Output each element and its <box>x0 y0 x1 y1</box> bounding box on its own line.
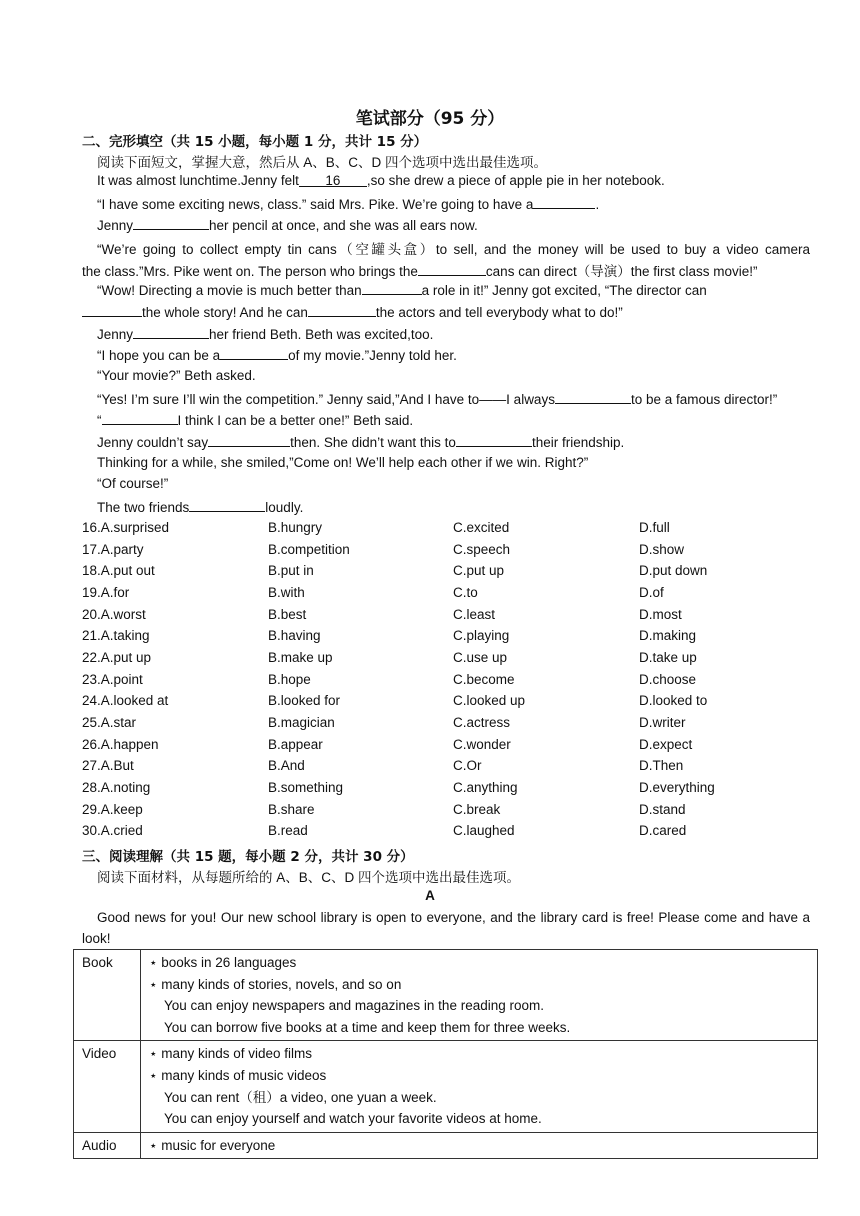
option-row <box>82 650 810 671</box>
answer-blank <box>308 303 376 317</box>
option-c: C.least <box>453 606 496 622</box>
passage-line: Jenny her pencil at once, and she was all ears now. <box>97 218 478 233</box>
option-b: B.something <box>268 779 344 795</box>
passage-line: “I hope you can be a of my movie.”Jenny told her. <box>97 348 457 363</box>
option-a: 17.A.party <box>82 541 144 557</box>
intro-line: look! <box>82 931 111 946</box>
option-row <box>82 758 810 779</box>
table-row <box>74 1132 818 1159</box>
option-row <box>82 802 810 823</box>
answer-blank <box>418 262 486 276</box>
option-c: C.looked up <box>453 693 526 709</box>
option-a: 28.A.noting <box>82 779 151 795</box>
option-b: B.appear <box>268 736 323 752</box>
answer-blank <box>133 325 209 339</box>
row-label-audio: Audio <box>74 1132 141 1159</box>
row-label-video: Video <box>74 1041 141 1132</box>
option-c: C.actress <box>453 714 511 730</box>
option-a: 18.A.put out <box>82 563 155 579</box>
option-a: 23.A.point <box>82 671 143 687</box>
detail-line: You can enjoy newspapers and magazines in the reading room. <box>164 998 544 1014</box>
option-row <box>82 563 810 584</box>
answer-blank <box>220 346 288 360</box>
option-c: C.become <box>453 671 515 687</box>
bullet-item: ⋆ many kinds of stories, novels, and so on <box>149 976 402 992</box>
option-d: D.show <box>639 541 685 557</box>
answer-blank <box>362 281 422 295</box>
passage-line: “ I think I can be a better one!” Beth said. <box>97 413 414 428</box>
option-row <box>82 628 810 649</box>
option-c: C.laughed <box>453 823 515 839</box>
option-b: B.read <box>268 823 308 839</box>
passage-line: Jenny couldn’t say then. She didn’t want this to their friendship. <box>97 435 625 450</box>
answer-blank <box>102 411 178 425</box>
option-a: 21.A.taking <box>82 628 150 644</box>
option-row <box>82 737 810 758</box>
option-row <box>82 780 810 801</box>
option-d: D.making <box>639 628 697 644</box>
option-d: D.looked to <box>639 693 708 709</box>
option-a: 20.A.worst <box>82 606 146 622</box>
passage-line: Thinking for a while, she smiled,”Come on! We’ll help each other if we win. Right?” <box>97 455 589 470</box>
answer-blank: 16 <box>299 173 367 187</box>
option-c: C.playing <box>453 628 510 644</box>
answer-blank <box>208 433 290 447</box>
table-row <box>74 950 818 1041</box>
option-a: 25.A.star <box>82 714 137 730</box>
row-content <box>141 1132 818 1159</box>
option-row <box>82 672 810 693</box>
option-c: C.break <box>453 801 501 817</box>
option-d: D.choose <box>639 671 697 687</box>
option-c: C.speech <box>453 541 511 557</box>
table-row <box>74 1041 818 1132</box>
intro-line: Good news for you! Our new school library is open to everyone, and the library card is free! Please come and have a <box>97 910 810 925</box>
page-title: 笔试部分（95 分） <box>355 109 505 129</box>
option-row <box>82 585 810 606</box>
option-d: D.of <box>639 585 664 600</box>
option-c: C.to <box>453 585 478 600</box>
option-b: B.And <box>268 758 305 774</box>
row-content <box>141 1041 818 1132</box>
option-row <box>82 607 810 628</box>
option-d: D.Then <box>639 758 684 774</box>
option-c: C.put up <box>453 563 505 579</box>
answer-blank <box>456 433 532 447</box>
passage-line: Jenny her friend Beth. Beth was excited,too. <box>97 327 434 342</box>
option-b: B.having <box>268 628 321 644</box>
option-a: 19.A.for <box>82 585 130 600</box>
section3-heading: 三、阅读理解（共 15 题，每小题 2 分，共计 30 分） <box>82 849 414 865</box>
row-content <box>141 950 818 1041</box>
option-row <box>82 542 810 563</box>
answer-blank <box>82 303 142 317</box>
passage-line: The two friends loudly. <box>97 500 304 515</box>
passage-line: the class.”Mrs. Pike went on. The person who brings the cans can direct（导演）the first class movie!” <box>82 264 758 279</box>
answer-blank <box>189 498 265 512</box>
option-a: 22.A.put up <box>82 649 152 665</box>
option-a: 29.A.keep <box>82 801 143 817</box>
option-row <box>82 823 810 844</box>
row-label-book: Book <box>74 950 141 1041</box>
detail-line: You can enjoy yourself and watch your favorite videos at home. <box>164 1111 542 1127</box>
answer-blank <box>533 195 595 209</box>
answer-blank <box>133 216 209 230</box>
answer-blank <box>555 390 631 404</box>
detail-line: You can rent（租）a video, one yuan a week. <box>164 1089 437 1105</box>
option-row <box>82 520 810 541</box>
option-b: B.make up <box>268 649 333 665</box>
option-a: 24.A.looked at <box>82 693 169 709</box>
option-b: B.hope <box>268 671 311 687</box>
option-d: D.most <box>639 606 682 622</box>
passage-line: It was almost lunchtime.Jenny felt 16 ,so she drew a piece of apple pie in her notebook. <box>97 173 665 188</box>
option-c: C.use up <box>453 649 508 665</box>
passage-line: “We’re going to collect empty tin cans（空罐头盒）to sell, and the money will be used to buy a video camera <box>97 242 810 257</box>
option-c: C.excited <box>453 520 510 535</box>
option-a: 26.A.happen <box>82 736 159 752</box>
option-d: D.stand <box>639 801 686 817</box>
option-d: D.writer <box>639 714 686 730</box>
option-a: 30.A.cried <box>82 823 143 839</box>
option-d: D.take up <box>639 649 697 665</box>
option-b: B.best <box>268 606 307 622</box>
option-c: C.wonder <box>453 736 511 752</box>
option-b: B.put in <box>268 563 314 579</box>
bullet-item: ⋆ many kinds of music videos <box>149 1067 327 1083</box>
passage-line: “Yes! I’m sure I’ll win the competition.” Jenny said,”And I have to——I always to be a famous director!” <box>97 392 778 407</box>
option-d: D.expect <box>639 736 693 752</box>
option-b: B.share <box>268 801 315 817</box>
option-a: 27.A.But <box>82 758 134 774</box>
option-c: C.anything <box>453 779 518 795</box>
option-d: D.cared <box>639 823 687 839</box>
option-d: D.full <box>639 520 670 535</box>
passage-line: the whole story! And he can the actors and tell everybody what to do!” <box>82 303 810 320</box>
option-d: D.everything <box>639 779 715 795</box>
option-a: 16.A.surprised <box>82 520 170 535</box>
bullet-item: ⋆ books in 26 languages <box>149 955 297 970</box>
passage-line: “I have some exciting news, class.” said Mrs. Pike. We’re going to have a . <box>97 197 600 212</box>
option-d: D.put down <box>639 563 708 579</box>
option-b: B.competition <box>268 541 350 557</box>
option-row <box>82 693 810 714</box>
section2-heading: 二、完形填空（共 15 小题，每小题 1 分，共计 15 分） <box>82 134 428 150</box>
option-b: B.looked for <box>268 693 341 709</box>
section3-instruction: 阅读下面材料，从每题所给的 A、B、C、D 四个选项中选出最佳选项。 <box>97 870 521 885</box>
passage-label: A <box>425 888 435 903</box>
library-table <box>73 949 818 1159</box>
option-row <box>82 715 810 736</box>
option-c: C.Or <box>453 758 482 774</box>
bullet-item: ⋆ music for everyone <box>149 1137 276 1153</box>
option-b: B.magician <box>268 714 335 730</box>
section2-instruction: 阅读下面短文，掌握大意，然后从 A、B、C、D 四个选项中选出最佳选项。 <box>97 155 548 170</box>
passage-line: “Your movie?” Beth asked. <box>97 368 256 383</box>
bullet-item: ⋆ many kinds of video films <box>149 1046 313 1062</box>
option-b: B.hungry <box>268 520 323 535</box>
option-b: B.with <box>268 585 305 600</box>
passage-line: “Wow! Directing a movie is much better than a role in it!” Jenny got excited, “The director can <box>97 283 707 298</box>
detail-line: You can borrow five books at a time and keep them for three weeks. <box>164 1019 571 1035</box>
passage-line: “Of course!” <box>97 476 169 491</box>
